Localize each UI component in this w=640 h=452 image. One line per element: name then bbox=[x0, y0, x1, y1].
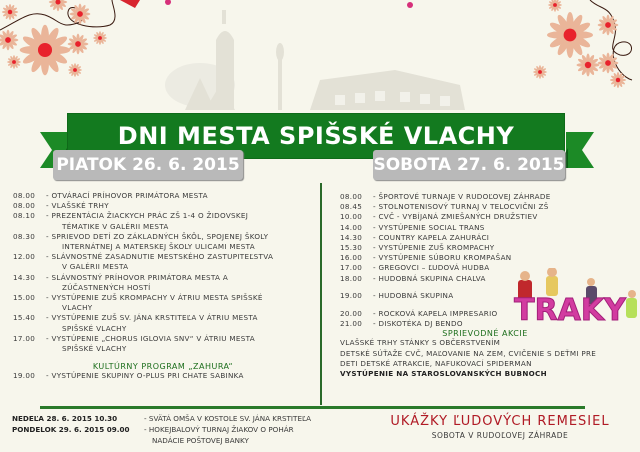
flower-icon bbox=[547, 12, 593, 58]
event-time: 10.00 bbox=[340, 212, 363, 222]
schedule-row-continued bbox=[13, 262, 313, 272]
flower-icon bbox=[2, 4, 18, 20]
event-time: 15.00 bbox=[13, 293, 36, 303]
schedule-row bbox=[340, 212, 630, 222]
red-leaf bbox=[120, 0, 140, 8]
event-time: 14.30 bbox=[13, 272, 36, 282]
event-text: - COUNTRY KAPELA ZAHURÁCI bbox=[373, 232, 490, 242]
town-silhouette bbox=[165, 10, 465, 110]
schedule-row bbox=[13, 334, 313, 344]
event-time: 08.30 bbox=[13, 231, 36, 241]
schedule-row bbox=[13, 211, 313, 221]
event-text-continued: ZÚČASTNENÝCH HOSTÍ bbox=[62, 282, 151, 292]
crafts-title: UKÁŽKY ĽUDOVÝCH REMESIEL bbox=[390, 414, 610, 429]
extra-day-row bbox=[12, 413, 332, 424]
event-text-continued: INTERNÁTNEJ A MATERSKEJ ŠKOLY ULICAMI MESTA bbox=[62, 242, 255, 252]
event-time: 19.00 bbox=[13, 371, 36, 381]
flower-icon bbox=[49, 0, 67, 11]
event-time: 15.40 bbox=[13, 313, 36, 323]
event-time: 14.30 bbox=[340, 232, 363, 242]
event-text: - VYSTÚPENIE SKUPINY O-PLUS PRI CHATE SABINKA bbox=[46, 371, 244, 381]
flower-icon bbox=[68, 63, 82, 77]
event-time: 08.45 bbox=[340, 202, 363, 212]
event-text: - ROCKOVÁ KAPELA IMPRESARIO bbox=[373, 309, 498, 319]
event-text: - SLÁVNOSTNÉ ZASADNUTIE MESTSKÉHO ZASTUPITEĽSTVA bbox=[46, 252, 274, 262]
schedule-row bbox=[13, 273, 313, 283]
extra-day-row-continued bbox=[12, 435, 332, 446]
event-text-continued: TÉMATIKE V GALÉRII MESTA bbox=[62, 221, 169, 231]
flower-icon bbox=[533, 65, 547, 79]
friday-schedule bbox=[13, 191, 313, 381]
side-event-bold: VYSTÚPENIE NA STAROSLOVANSKÝCH BUBNOCH bbox=[340, 369, 547, 379]
friday-date-label: PIATOK 26. 6. 2015 bbox=[53, 150, 243, 180]
schedule-row bbox=[340, 253, 630, 263]
column-divider bbox=[320, 183, 322, 405]
event-text: - VYSTÚPENIE ZUŠ SV. JÁNA KRSTITEĽA V ÁTRIU MESTA bbox=[46, 313, 258, 323]
extra-day-text-continued: NADÁCIE POŠTOVEJ BANKY bbox=[152, 436, 249, 445]
pink-blossom bbox=[165, 0, 171, 5]
event-text: - VYSTÚPENIE ZUŠ KROMPACHY bbox=[373, 243, 495, 253]
side-events-title: SPRIEVODNÉ AKCIE bbox=[442, 329, 528, 339]
event-text: - VYSTÚPENIE ZUŠ KROMPACHY V ÁTRIU MESTA SPIŠSKÉ bbox=[46, 293, 263, 303]
event-text: - VYSTÚPENIE „CHORUS IGLOVIA SNV“ V ÁTRIU MESTA bbox=[46, 333, 255, 343]
schedule-row-continued bbox=[13, 303, 313, 313]
event-time: 19.00 bbox=[340, 290, 363, 300]
decorative-skyline-illustration bbox=[0, 0, 640, 120]
crafts-box bbox=[370, 414, 630, 440]
pink-blossom bbox=[407, 2, 413, 8]
flower-icon bbox=[68, 34, 89, 55]
schedule-row-continued bbox=[13, 222, 313, 232]
schedule-row bbox=[13, 252, 313, 262]
flowers-decoration bbox=[0, 0, 626, 88]
schedule-row bbox=[13, 201, 313, 211]
schedule-row bbox=[13, 232, 313, 242]
schedule-row bbox=[13, 293, 313, 303]
event-text: - DISKOTÉKA DJ BENDO bbox=[373, 319, 463, 329]
extra-day-row bbox=[12, 424, 332, 435]
traky-logo-text: TRAKY bbox=[514, 293, 626, 328]
event-text: - VYSTÚPENIE SOCIAL TRANS bbox=[373, 222, 485, 232]
schedule-row-continued bbox=[13, 242, 313, 252]
schedule-row bbox=[340, 202, 630, 212]
event-text: - SLÁVNOSTNÝ PRÍHOVOR PRIMÁTORA MESTA A bbox=[46, 272, 229, 282]
flower-icon bbox=[610, 72, 626, 88]
saturday-date-label: SOBOTA 27. 6. 2015 bbox=[373, 150, 565, 180]
traky-band-logo bbox=[500, 268, 640, 338]
flower-icon bbox=[0, 30, 18, 51]
event-text: - HUDOBNÁ SKUPINA bbox=[373, 290, 454, 300]
schedule-row-continued bbox=[13, 324, 313, 334]
event-time: 17.00 bbox=[13, 333, 36, 343]
side-event: VLAŠSKÉ TRHY STÁNKY S OBČERSTVENÍM bbox=[340, 338, 501, 348]
program-title: KULTÚRNY PROGRAM „ZAHURA“ bbox=[92, 362, 234, 372]
event-time: 08.00 bbox=[13, 201, 36, 211]
event-text: - VYSTÚPENIE SÚBORU KROMPAŠAN bbox=[373, 253, 512, 263]
event-text: - VLAŠSKÉ TRHY bbox=[46, 201, 109, 211]
event-text-continued: SPIŠSKÉ VLACHY bbox=[62, 344, 127, 354]
event-text: - SPRIEVOD DETÍ ZO ZÁKLADNÝCH ŠKÔL, SPOJENEJ ŠKOLY bbox=[46, 231, 269, 241]
extra-days bbox=[12, 413, 332, 446]
schedule-row-continued bbox=[13, 283, 313, 293]
event-text-continued: V GALÉRII MESTA bbox=[62, 262, 129, 272]
flower-icon bbox=[93, 31, 107, 45]
side-event: DETSKÉ SÚŤAŽE CVČ, MAĽOVANIE NA ZEM, CVIČENIE S DEŤMI PRE bbox=[340, 348, 597, 358]
event-time: 08.00 bbox=[13, 191, 36, 200]
extra-day-text: - SVÄTÁ OMŠA V KOSTOLE SV. JÁNA KRSTITEĽA bbox=[144, 414, 312, 423]
schedule-row bbox=[340, 233, 630, 243]
event-time: 14.00 bbox=[340, 222, 363, 232]
schedule-row bbox=[340, 243, 630, 253]
event-time: 17.00 bbox=[340, 263, 363, 273]
event-time: 15.30 bbox=[340, 243, 363, 253]
event-text: - HUDOBNÁ SKUPINA CHALVA bbox=[373, 273, 486, 283]
flower-icon bbox=[7, 55, 21, 69]
event-text: - CVČ - VYBÍJANÁ ZMIEŠANÝCH DRUŽSTIEV bbox=[373, 212, 538, 222]
event-time: 16.00 bbox=[340, 253, 363, 263]
page-title: DNI MESTA SPIŠSKÉ VLACHY bbox=[117, 122, 515, 150]
schedule-row-continued bbox=[13, 344, 313, 354]
event-time: 12.00 bbox=[13, 252, 36, 262]
event-text-continued: SPIŠSKÉ VLACHY bbox=[62, 323, 127, 333]
flower-icon bbox=[20, 25, 71, 76]
schedule-row bbox=[340, 192, 630, 202]
schedule-row bbox=[13, 313, 313, 323]
crafts-subtitle: SOBOTA V RUDOĽOVEJ ZÁHRADE bbox=[431, 431, 569, 440]
event-text: - STOLNOTENISOVÝ TURNAJ V TELOCVIČNI ZŠ bbox=[373, 202, 549, 212]
extra-day-text: - HOKEJBALOVÝ TURNAJ ŽIAKOV O POHÁR bbox=[144, 425, 294, 434]
section-divider bbox=[40, 406, 585, 409]
event-text: - OTVÁRACÍ PRÍHOVOR PRIMÁTORA MESTA bbox=[46, 191, 208, 200]
flower-icon bbox=[577, 54, 600, 77]
side-event: DETI DETSKÉ ATRAKCIE, NAFUKOVACÍ SPIDERMAN bbox=[340, 358, 532, 368]
event-time: 21.00 bbox=[340, 319, 363, 329]
event-text: - PREZENTÁCIA ŽIACKYCH PRÁC ZŠ 1-4 O ŽIDOVSKEJ bbox=[46, 211, 249, 221]
schedule-row bbox=[13, 191, 313, 201]
flower-icon bbox=[598, 53, 619, 74]
program-row bbox=[13, 371, 313, 381]
event-time: 08.00 bbox=[340, 192, 363, 201]
event-time: 20.00 bbox=[340, 309, 363, 319]
event-time: 08.10 bbox=[13, 211, 36, 221]
extra-day-date: NEDEĽA 28. 6. 2015 10.30 bbox=[12, 414, 118, 423]
event-text: - ŠPORTOVÉ TURNAJE V RUDOĽOVEJ ZÁHRADE bbox=[373, 192, 551, 201]
event-time: 18.00 bbox=[340, 273, 363, 283]
event-text-continued: VLACHY bbox=[62, 303, 93, 313]
event-text: - GREGOVCI – ĽUDOVÁ HUDBA bbox=[373, 263, 490, 273]
extra-day-date: PONDELOK 29. 6. 2015 09.00 bbox=[12, 425, 130, 434]
schedule-row bbox=[340, 223, 630, 233]
flower-icon bbox=[548, 0, 562, 12]
